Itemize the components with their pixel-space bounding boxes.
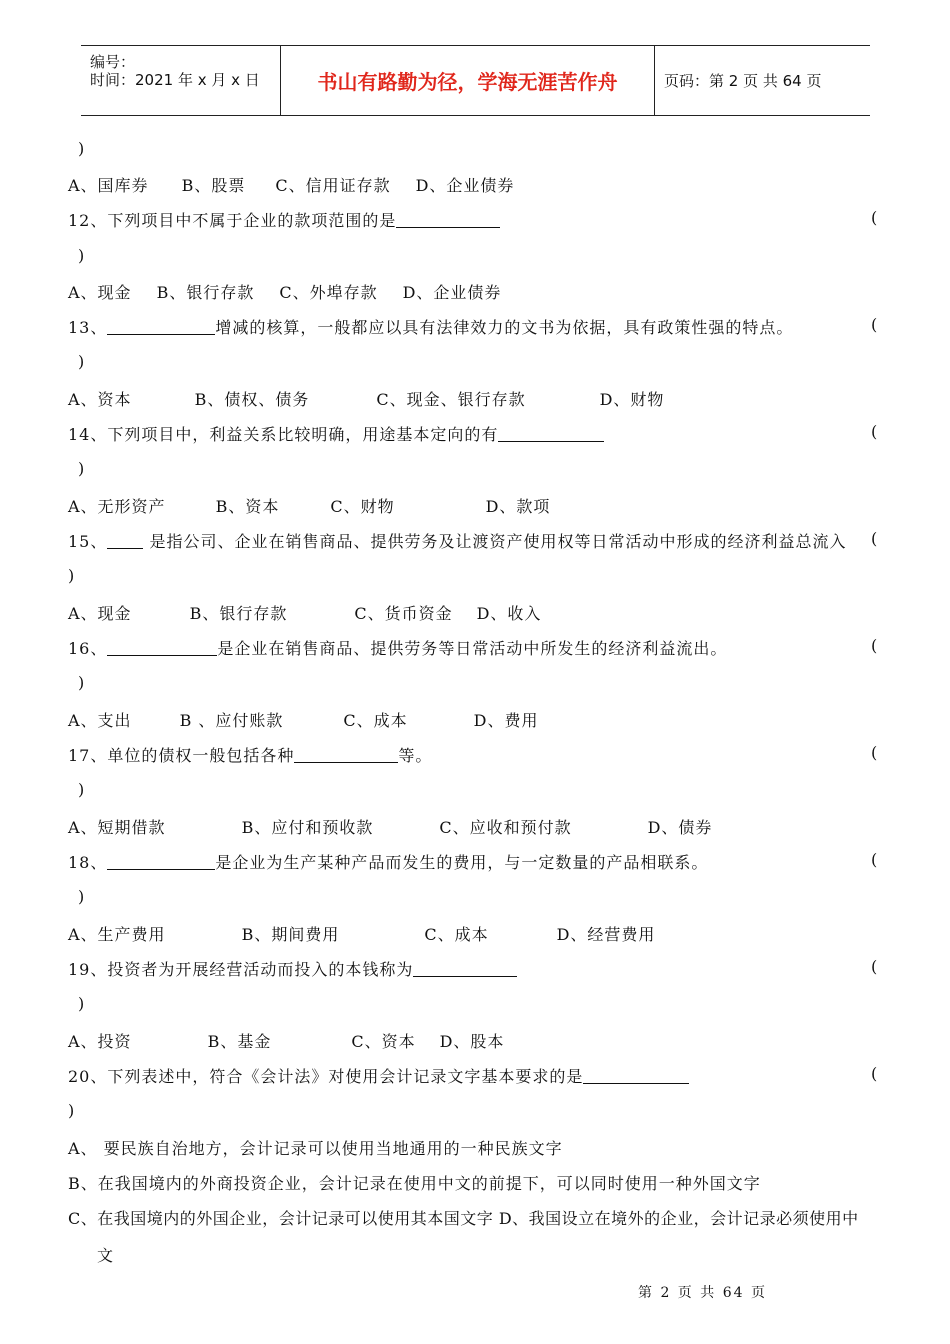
option-b: B、基金	[207, 1032, 272, 1051]
q20-option-cd-continued: 文	[97, 1246, 115, 1265]
option-d: D、收入	[476, 604, 542, 623]
option-a: A、生产费用	[68, 925, 166, 944]
q12-options	[68, 280, 501, 303]
q20-option-b: B、在我国境内的外商投资企业，会计记录在使用中文的前提下，可以同时使用一种外国文字	[68, 1174, 761, 1193]
option-b: B、应付和预收款	[241, 818, 374, 837]
option-d: D、款项	[485, 497, 551, 516]
q19-close-paren: )	[78, 994, 85, 1013]
q11-close-paren: )	[78, 139, 85, 158]
option-a: A、支出	[68, 711, 132, 730]
option-c: C、财物	[330, 497, 395, 516]
answer-blank[interactable]	[294, 748, 398, 763]
option-b: B、银行存款	[156, 283, 255, 302]
q16-suffix: 是企业在销售商品、提供劳务等日常活动中所发生的经济利益流出。	[217, 639, 728, 658]
q15-open-paren: (	[871, 529, 878, 548]
q18-open-paren: (	[871, 850, 878, 869]
option-c: C、成本	[343, 711, 408, 730]
q20-option-a: A、 要民族自治地方，会计记录可以使用当地通用的一种民族文字	[68, 1139, 563, 1158]
q13-prefix: 13、	[68, 318, 108, 337]
option-a: A、短期借款	[68, 818, 166, 837]
q14-options	[68, 494, 550, 517]
answer-blank[interactable]	[107, 320, 215, 335]
q12-open-paren: (	[871, 208, 878, 227]
q12-question	[68, 208, 500, 231]
q12-close-paren: )	[78, 246, 85, 265]
q18-question	[68, 850, 708, 873]
option-c: C、货币资金	[354, 604, 453, 623]
q16-prefix: 16、	[68, 639, 108, 658]
q17-question	[68, 743, 432, 766]
option-c: C、外埠存款	[279, 283, 378, 302]
option-b: B 、应付账款	[179, 711, 284, 730]
q13-options	[68, 387, 664, 410]
time-label: 时间：2021 年 x 月 x 日	[90, 71, 260, 89]
q20-question	[68, 1064, 689, 1087]
q15-close-paren: )	[68, 566, 75, 585]
option-d: D、企业债券	[415, 176, 515, 195]
q16-question	[68, 636, 727, 659]
option-a: A、投资	[68, 1032, 132, 1051]
option-b: B、银行存款	[189, 604, 288, 623]
q14-text: 14、下列项目中，利益关系比较明确，用途基本定向的有	[68, 425, 499, 444]
answer-blank[interactable]	[498, 427, 604, 442]
q18-close-paren: )	[78, 887, 85, 906]
q20-open-paren: (	[871, 1064, 878, 1083]
option-d: D、费用	[473, 711, 539, 730]
option-c: C、信用证存款	[275, 176, 391, 195]
q13-open-paren: (	[871, 315, 878, 334]
option-d: D、经营费用	[556, 925, 656, 944]
option-c: C、成本	[424, 925, 489, 944]
answer-blank[interactable]	[107, 641, 217, 656]
answer-blank[interactable]	[107, 534, 143, 549]
option-a: A、现金	[68, 283, 132, 302]
q16-options	[68, 708, 539, 731]
q18-prefix: 18、	[68, 853, 108, 872]
q14-question	[68, 422, 604, 445]
answer-blank[interactable]	[396, 213, 500, 228]
q18-options	[68, 922, 655, 945]
answer-blank[interactable]	[413, 962, 517, 977]
option-d: D、财物	[599, 390, 665, 409]
q13-question	[68, 315, 793, 338]
q17-suffix: 等。	[398, 746, 433, 765]
answer-blank[interactable]	[107, 855, 215, 870]
option-b: B、资本	[215, 497, 280, 516]
q15-options	[68, 601, 541, 624]
option-d: D、股本	[439, 1032, 505, 1051]
q13-suffix: 增减的核算，一般都应以具有法律效力的文书为依据，具有政策性强的特点。	[215, 318, 794, 337]
option-a: A、无形资产	[68, 497, 166, 516]
option-a: A、资本	[68, 390, 132, 409]
header-motto: 书山有路勤为径，学海无涯苦作舟	[281, 46, 655, 115]
option-c: C、资本	[351, 1032, 416, 1051]
q12-text: 12、下列项目中不属于企业的款项范围的是	[68, 211, 397, 230]
q17-close-paren: )	[78, 780, 85, 799]
option-d: D、企业债券	[402, 283, 502, 302]
header-page-info: 页码：第 2 页 共 64 页	[664, 72, 822, 90]
option-a: A、国库券	[68, 176, 149, 195]
option-c: C、现金、银行存款	[376, 390, 526, 409]
q19-open-paren: (	[871, 957, 878, 976]
q14-open-paren: (	[871, 422, 878, 441]
page-footer: 第 2 页 共 64 页	[638, 1285, 767, 1301]
q20-text: 20、下列表述中，符合《会计法》对使用会计记录文字基本要求的是	[68, 1067, 584, 1086]
q17-open-paren: (	[871, 743, 878, 762]
page-header	[81, 45, 870, 116]
q17-options	[68, 815, 712, 838]
option-c: C、应收和预付款	[439, 818, 572, 837]
header-meta	[81, 46, 281, 115]
option-d: D、债券	[647, 818, 713, 837]
q19-options	[68, 1029, 504, 1052]
q16-open-paren: (	[871, 636, 878, 655]
q19-question	[68, 957, 517, 980]
q15-prefix: 15、	[68, 532, 108, 551]
q20-close-paren: )	[68, 1101, 75, 1120]
q11-options	[68, 173, 514, 196]
option-b: B、债权、债务	[194, 390, 310, 409]
q18-suffix: 是企业为生产某种产品而发生的费用，与一定数量的产品相联系。	[215, 853, 709, 872]
q20-option-cd: C、在我国境内的外国企业，会计记录可以使用其本国文字 D、我国设立在境外的企业，会计记录必须使用中	[68, 1209, 859, 1228]
option-b: B、期间费用	[241, 925, 340, 944]
code-label: 编号：	[90, 53, 136, 71]
q15-question	[68, 529, 846, 552]
q17-prefix: 17、单位的债权一般包括各种	[68, 746, 295, 765]
answer-blank[interactable]	[583, 1069, 689, 1084]
q15-suffix: 是指公司、企业在销售商品、提供劳务及让渡资产使用权等日常活动中形成的经济利益总流入	[143, 532, 847, 551]
q16-close-paren: )	[78, 673, 85, 692]
q19-text: 19、投资者为开展经营活动而投入的本钱称为	[68, 960, 414, 979]
option-b: B、股票	[181, 176, 246, 195]
q14-close-paren: )	[78, 459, 85, 478]
option-a: A、现金	[68, 604, 132, 623]
q13-close-paren: )	[78, 352, 85, 371]
